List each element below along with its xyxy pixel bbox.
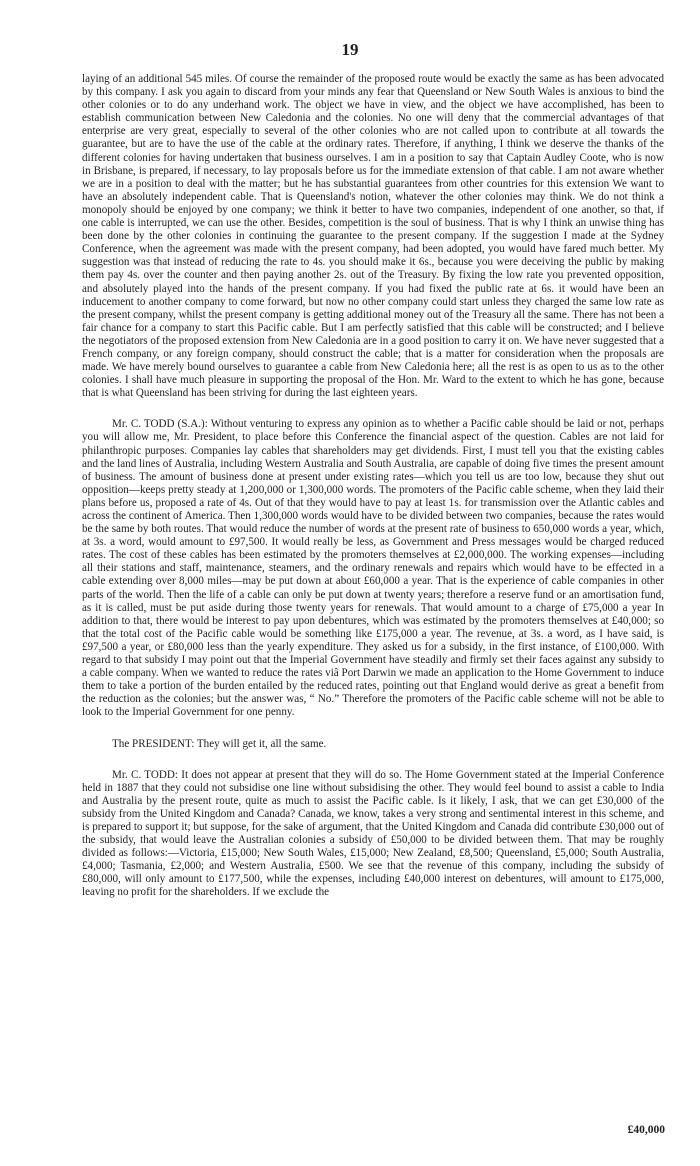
paragraph-gap xyxy=(82,400,664,418)
paragraph-todd-reply: Mr. C. TODD: It does not appear at present that they will do so. The Home Government stated at the Imperial Conference held in 1887 that they could not subsidise one line without subsidising the other. They would feel bound to assist a cable to India and Australia by the present route, quite as much to assist the Pacific cable. Is it likely, I ask, that we can get £30,000 of the subsidy from the United Kingdom and Canada? Canada, we know, takes a very strong and sentimental interest in this scheme, and is prepared to support it; but suppose, for the sake of argument, that the United Kingdom and Canada did contribute £30,000 out of the subsidy, that would leave the Australian colonies a subsidy of £50,000 to be divided between them. That may be roughly divided as follows:—Victoria, £15,000; New South Wales, £15,000; New Zealand, £8,500; Queensland, £5,000; South Australia, £4,000; Tasmania, £2,000; and Western Australia, £500. We see that the revenue of this company, including the subsidy of £80,000, will only amount to £177,500, while the expenses, including £40,000 interest on debentures, will amount to £175,000, leaving no profit for the shareholders. If we exclude the xyxy=(82,768,664,899)
paragraph-gap xyxy=(82,720,664,738)
catchword: £40,000 xyxy=(627,1124,665,1136)
paragraph-todd-speech: Mr. C. TODD (S.A.): Without venturing to express any opinion as to whether a Pacific cable should be laid or not, perhaps you will allow me, Mr. President, to place before this Conference the financial aspect of the question. Cables are not laid for philanthropic purposes. Companies lay cables that shareholders may get dividends. First, I must tell you that the existing cables and the land lines of Australia, including Western Australia and South Australia, are capable of doing five times the present amount of business. The amount of business done at present under existing rates—which you tell us are too low, because they shut out opposition—keeps pretty steady at 1,200,000 or 1,300,000 words. The promoters of the Pacific cable scheme, when they laid their plans before us, proposed a rate of 4s. Out of that they would have to pay at least 1s. for transmission over the Atlantic cables and across the continent of America. Then 1,300,000 words would have to be divided between two companies, because the rates would be the same by both routes. That would reduce the number of words at the present rate of business to 650,000 words a year, which, at 3s. a word, would amount to £97,500. It would really be less, as Government and Press messages would be charged reduced rates. The cost of these cables has been estimated by the promoters themselves at £2,000,000. The working expenses—including all their stations and staff, maintenance, steamers, and the ordinary renewals and repairs which would have to be effected in a cable extending over 8,000 miles—may be put down at about £60,000 a year. That is the experience of cable companies in other parts of the world. Then the life of a cable can only be put down at twenty years; therefore a reserve fund or an amortisation fund, as it is called, must be put aside during those twenty years for renewals. That would amount to a charge of £75,000 a year In addition to that, there would be interest to pay upon debentures, which was estimated by the promoters themselves at £40,000; so that the total cost of the Pacific cable would be something like £175,000 a year. The revenue, at 3s. a word, as I have said, is £97,500 a year, or £80,000 less than the yearly expenditure. They asked us for a subsidy, in the first instance, of £100,000. With regard to that subsidy I may point out that the Imperial Government have steadily and firmly set their faces against any subsidy to a cable company. When we wanted to reduce the rates viâ Port Darwin we made an application to the Home Government to induce them to take a portion of the burden entailed by the reduced rates, pointing out that England would derive as great a benefit from the reduction as the colonies; but the answer was, “ No.” Therefore the promoters of the Pacific cable scheme will not be able to look to the Imperial Government for one penny. xyxy=(82,418,664,719)
page-number: 19 xyxy=(341,40,359,59)
body-text xyxy=(82,73,664,900)
paragraph-continuation: laying of an additional 545 miles. Of course the remainder of the proposed route would be exactly the same as has been advocated by this company. I ask you again to discard from your minds any fear that Queensland or New South Wales is anxious to bind the other colonies or to do any underhand work. The object we have in view, and the object we have accomplished, has been to establish communication between New Caledonia and the colonies. No one will deny that the commercial advantages of that enterprise are very great, especially to several of the other colonies who are not called upon to contribute at all towards the guarantee, but are to have the use of the cable at the ordinary rates. Therefore, if anything, I think we deserve the thanks of the different colonies for having undertaken that business ourselves. I am in a position to say that Captain Audley Coote, who is now in Brisbane, is prepared, if necessary, to lay proposals before us for the immediate extension of that cable. I am not aware whether we are in a position to deal with the matter; but he has substantial guarantees from other countries for this extension We want to have an absolutely independent cable. That is Queensland's notion, whatever the other colonies may think. We do not think a monopoly should be enjoyed by one company; we think it better to have two companies, independent of one another, so that, if one cable is interrupted, we can use the other. Besides, competition is the soul of business. That is why I think an unwise thing has been done by the other colonies in continuing the guarantee to the present company. If the suggestion I made at the Sydney Conference, when the agreement was made with the present company, had been adopted, you would have fared much better. My suggestion was that instead of reducing the rate to 4s. you should make it 6s., because you were deceiving the public by making them pay 4s. over the counter and then paying another 2s. out of the Treasury. By fixing the low rate you prevented opposition, and absolutely played into the hands of the present company. If you had fixed the public rate at 6s. it would have been an inducement to another company to come forward, but now no other company could start unless they charged the same low rate as the present company, whilst the present company is getting additional money out of the Treasury all the same. There has not been a fair chance for a company to start this Pacific cable. But I am perfectly satisfied that this cable will be constructed; and I believe the negotiators of the proposed extension from New Caledonia are in a good position to carry it on. We have never suggested that a French company, or any foreign company, should construct the cable; that is a matter for consideration when the proposals are made. We have merely bound ourselves to guarantee a cable from New Caledonia here; all the rest is as open to us as to the other colonies. I shall have much pleasure in supporting the proposal of the Hon. Mr. Ward to the extent to which he has gone, because that is what Queensland has been striving for during the last eighteen years. xyxy=(82,73,664,400)
paragraph-president-remark: The PRESIDENT: They will get it, all the same. xyxy=(112,737,327,750)
paragraph-gap xyxy=(82,751,664,769)
